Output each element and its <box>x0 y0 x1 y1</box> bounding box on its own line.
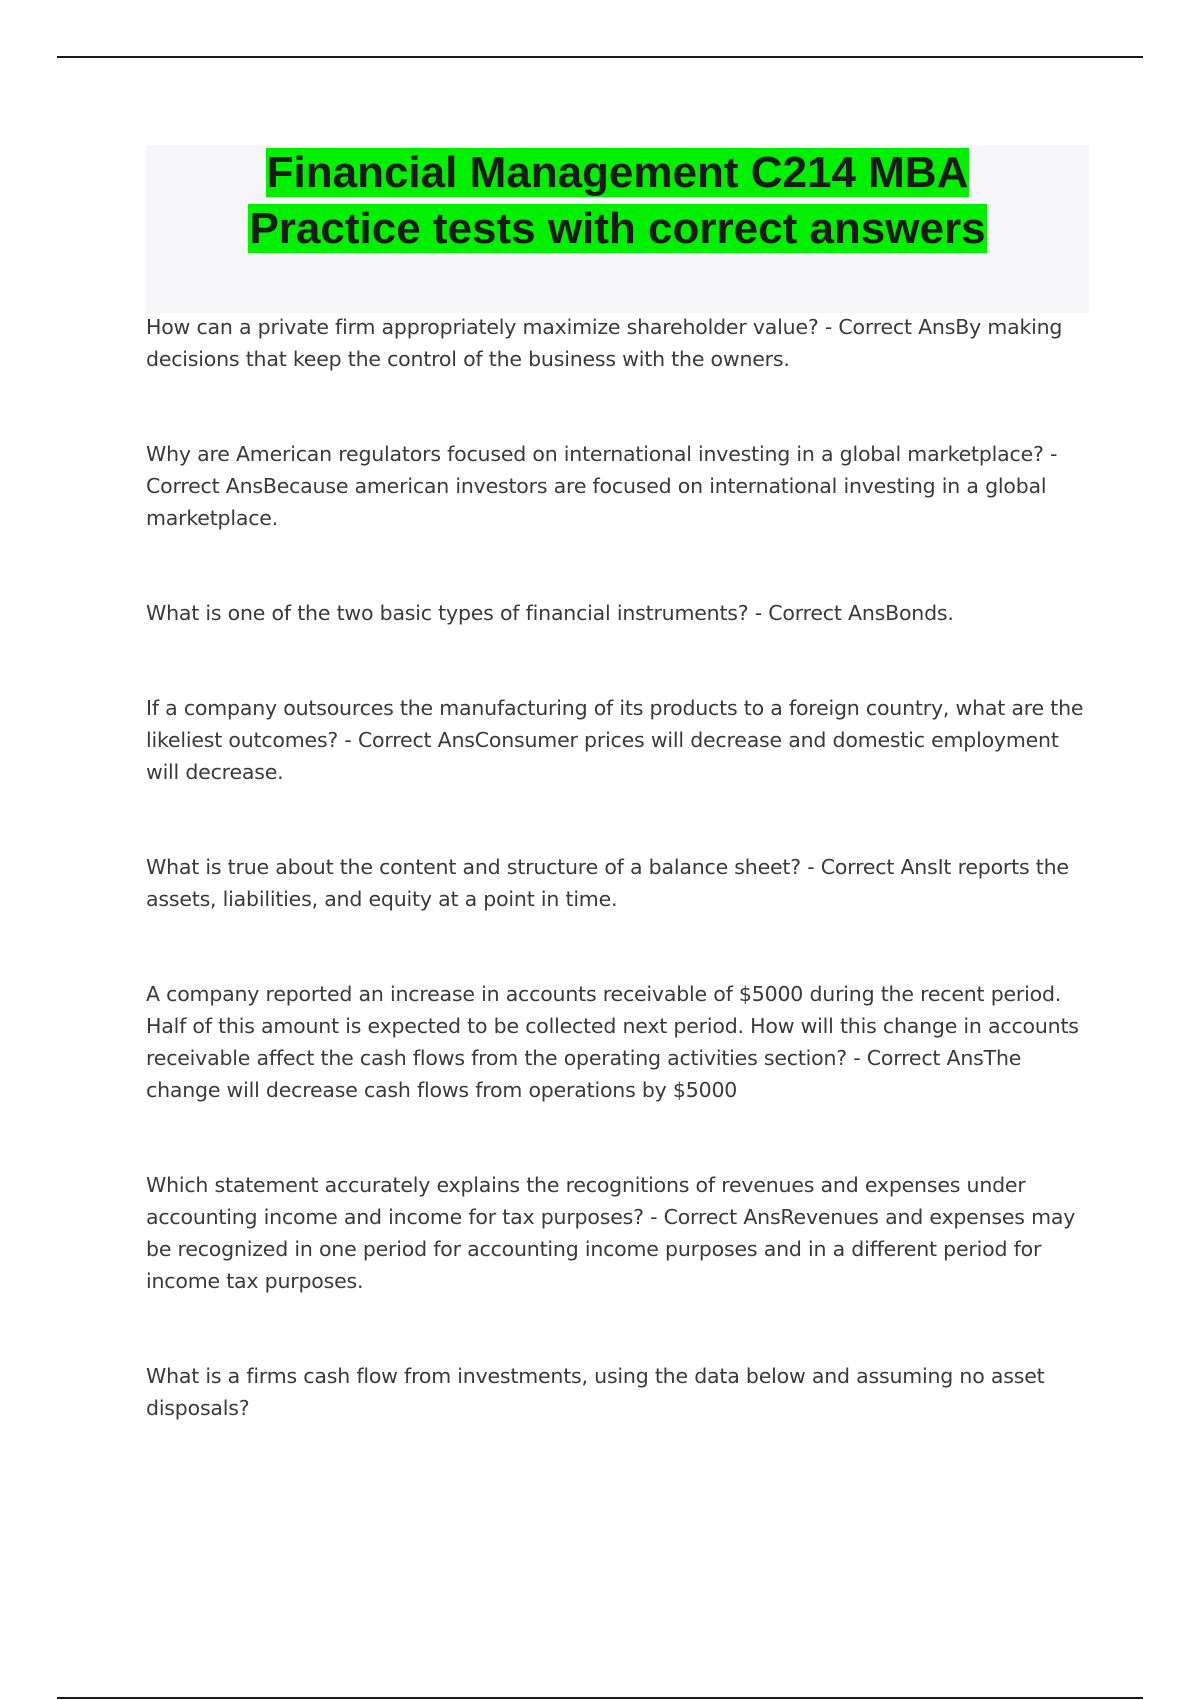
qa-item-5: What is true about the content and structure of a balance sheet? - Correct AnsIt reports the assets, liabilities, and equity at a point in time. <box>146 855 1069 911</box>
qa-item-8: What is a firms cash flow from investments, using the data below and assuming no asset disposals? <box>146 1364 1045 1420</box>
title-line-1: Financial Management C214 MBA <box>266 148 969 197</box>
top-rule <box>57 56 1143 58</box>
qa-item-6: A company reported an increase in accounts receivable of $5000 during the recent period. Half of this amount is expected to be collected next period. How will this change in accounts receivable affect the cash flows from the operating activities section? - Correct AnsThe change will decrease cash flows from operations by $5000 <box>146 982 1079 1102</box>
qa-item-1: How can a private firm appropriately maximize shareholder value? - Correct AnsBy making decisions that keep the control of the business with the owners. <box>146 315 1063 371</box>
qa-item-2: Why are American regulators focused on international investing in a global marketplace? - Correct AnsBecause american investors are focused on international investing in a global marketplace. <box>146 442 1058 530</box>
title-line-2: Practice tests with correct answers <box>249 204 986 253</box>
qa-item-3: What is one of the two basic types of financial instruments? - Correct AnsBonds. <box>146 601 954 625</box>
qa-item-4: If a company outsources the manufacturing of its products to a foreign country, what are the likeliest outcomes? - Correct AnsConsumer prices will decrease and domestic employment will decrease. <box>146 696 1084 784</box>
document-title <box>146 145 1089 257</box>
question-answer-list <box>146 311 1091 1487</box>
bottom-rule <box>57 1697 1143 1699</box>
qa-item-7: Which statement accurately explains the recognitions of revenues and expenses under accounting income and income for tax purposes? - Correct AnsRevenues and expenses may be recognized in one period for accounting income purposes and in a different period for income tax purposes. <box>146 1173 1076 1293</box>
